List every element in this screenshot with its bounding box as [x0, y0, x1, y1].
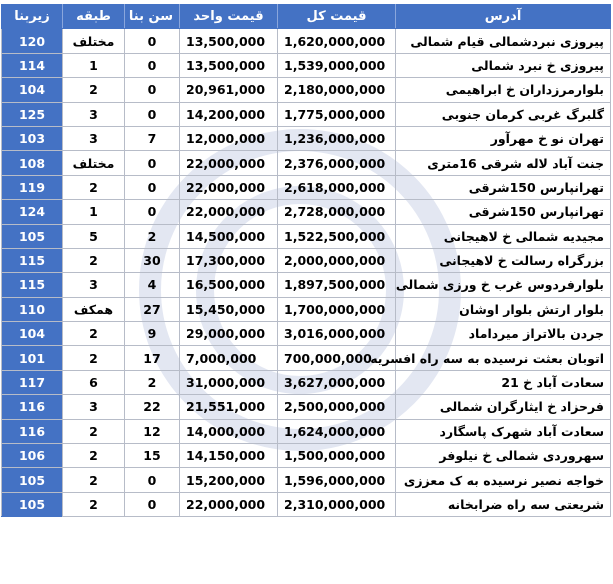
- cell-area: 125: [2, 102, 63, 126]
- cell-area: 104: [2, 322, 63, 346]
- table-row: [2, 444, 611, 468]
- cell-unit-price: 16,500,000: [180, 273, 278, 297]
- cell-age: 4: [125, 273, 180, 297]
- header-unit-price: قیمت واحد: [180, 5, 278, 29]
- cell-unit-price: 17,300,000: [180, 248, 278, 272]
- cell-unit-price: 14,150,000: [180, 444, 278, 468]
- cell-total-price: 3,627,000,000: [278, 370, 396, 394]
- cell-area: 115: [2, 248, 63, 272]
- cell-age: 2: [125, 224, 180, 248]
- cell-total-price: 1,775,000,000: [278, 102, 396, 126]
- cell-age: 22: [125, 395, 180, 419]
- table-row: [2, 175, 611, 199]
- table-header-row: [2, 5, 611, 29]
- cell-floor: 2: [63, 78, 125, 102]
- cell-floor: 5: [63, 224, 125, 248]
- cell-unit-price: 31,000,000: [180, 370, 278, 394]
- table-row: [2, 53, 611, 77]
- cell-total-price: 2,000,000,000: [278, 248, 396, 272]
- table-row: [2, 468, 611, 492]
- cell-floor: 1: [63, 53, 125, 77]
- cell-total-price: 2,728,000,000: [278, 200, 396, 224]
- cell-age: 0: [125, 29, 180, 53]
- cell-area: 104: [2, 78, 63, 102]
- cell-total-price: 1,700,000,000: [278, 297, 396, 321]
- cell-floor: 2: [63, 492, 125, 516]
- cell-age: 0: [125, 200, 180, 224]
- table-row: [2, 224, 611, 248]
- cell-unit-price: 22,000,000: [180, 200, 278, 224]
- cell-total-price: 2,180,000,000: [278, 78, 396, 102]
- cell-total-price: 700,000,000: [278, 346, 396, 370]
- cell-floor: 2: [63, 322, 125, 346]
- cell-address: تهرانپارس 150شرقی: [396, 175, 611, 199]
- table-row: [2, 102, 611, 126]
- cell-unit-price: 7,000,000: [180, 346, 278, 370]
- cell-age: 0: [125, 151, 180, 175]
- cell-unit-price: 15,200,000: [180, 468, 278, 492]
- cell-area: 116: [2, 395, 63, 419]
- cell-address: بزرگراه رسالت خ لاهیجانی: [396, 248, 611, 272]
- cell-area: 105: [2, 224, 63, 248]
- table-row: [2, 419, 611, 443]
- table-row: [2, 151, 611, 175]
- cell-unit-price: 14,500,000: [180, 224, 278, 248]
- cell-unit-price: 22,000,000: [180, 492, 278, 516]
- price-table: [1, 4, 611, 517]
- cell-floor: 3: [63, 273, 125, 297]
- cell-address: گلبرگ غربی کرمان جنوبی: [396, 102, 611, 126]
- table-row: [2, 322, 611, 346]
- cell-total-price: 1,624,000,000: [278, 419, 396, 443]
- header-age: سن بنا: [125, 5, 180, 29]
- cell-address: شریعتی سه راه ضرابخانه: [396, 492, 611, 516]
- cell-address: سعادت آباد خ 21: [396, 370, 611, 394]
- cell-address: خواجه نصیر نرسیده به ک معززی: [396, 468, 611, 492]
- cell-unit-price: 12,000,000: [180, 126, 278, 150]
- cell-age: 17: [125, 346, 180, 370]
- cell-total-price: 1,522,500,000: [278, 224, 396, 248]
- cell-floor: 2: [63, 175, 125, 199]
- cell-unit-price: 29,000,000: [180, 322, 278, 346]
- header-area: زیربنا: [2, 5, 63, 29]
- cell-address: تهرانپارس 150شرقی: [396, 200, 611, 224]
- cell-total-price: 2,500,000,000: [278, 395, 396, 419]
- cell-floor: مختلف: [63, 29, 125, 53]
- cell-address: اتوبان بعثت نرسیده به سه راه افسریه: [396, 346, 611, 370]
- cell-floor: 2: [63, 248, 125, 272]
- cell-address: پیروزی خ نبرد شمالی: [396, 53, 611, 77]
- cell-address: بلوارفردوس غرب خ ورزی شمالی: [396, 273, 611, 297]
- cell-age: 0: [125, 78, 180, 102]
- cell-total-price: 3,016,000,000: [278, 322, 396, 346]
- cell-total-price: 1,596,000,000: [278, 468, 396, 492]
- cell-age: 0: [125, 492, 180, 516]
- cell-total-price: 2,376,000,000: [278, 151, 396, 175]
- table-row: [2, 248, 611, 272]
- cell-area: 108: [2, 151, 63, 175]
- cell-total-price: 2,310,000,000: [278, 492, 396, 516]
- cell-age: 9: [125, 322, 180, 346]
- table-row: [2, 395, 611, 419]
- cell-floor: 3: [63, 102, 125, 126]
- cell-age: 0: [125, 468, 180, 492]
- cell-area: 101: [2, 346, 63, 370]
- cell-age: 0: [125, 102, 180, 126]
- cell-total-price: 1,236,000,000: [278, 126, 396, 150]
- header-floor: طبقه: [63, 5, 125, 29]
- cell-total-price: 2,618,000,000: [278, 175, 396, 199]
- cell-age: 7: [125, 126, 180, 150]
- cell-area: 114: [2, 53, 63, 77]
- header-total-price: قیمت کل: [278, 5, 396, 29]
- cell-area: 119: [2, 175, 63, 199]
- cell-age: 2: [125, 370, 180, 394]
- cell-address: جنت آباد لاله شرقی 16متری: [396, 151, 611, 175]
- cell-age: 27: [125, 297, 180, 321]
- cell-area: 117: [2, 370, 63, 394]
- cell-area: 124: [2, 200, 63, 224]
- table-row: [2, 200, 611, 224]
- cell-floor: 2: [63, 444, 125, 468]
- cell-floor: 2: [63, 468, 125, 492]
- cell-area: 105: [2, 492, 63, 516]
- cell-unit-price: 13,500,000: [180, 29, 278, 53]
- cell-address: مجیدیه شمالی خ لاهیجانی: [396, 224, 611, 248]
- cell-address: جردن بالاتراز میرداماد: [396, 322, 611, 346]
- cell-unit-price: 22,000,000: [180, 151, 278, 175]
- cell-area: 110: [2, 297, 63, 321]
- table-row: [2, 370, 611, 394]
- cell-address: تهران نو خ مهرآور: [396, 126, 611, 150]
- table-row: [2, 492, 611, 516]
- cell-floor: 3: [63, 395, 125, 419]
- cell-unit-price: 14,000,000: [180, 419, 278, 443]
- table-row: [2, 78, 611, 102]
- cell-address: فرحزاد خ ایثارگران شمالی: [396, 395, 611, 419]
- cell-unit-price: 22,000,000: [180, 175, 278, 199]
- cell-total-price: 1,620,000,000: [278, 29, 396, 53]
- cell-floor: همکف: [63, 297, 125, 321]
- cell-floor: مختلف: [63, 151, 125, 175]
- cell-area: 115: [2, 273, 63, 297]
- cell-total-price: 1,897,500,000: [278, 273, 396, 297]
- cell-area: 120: [2, 29, 63, 53]
- cell-age: 30: [125, 248, 180, 272]
- cell-address: سهروردی شمالی خ نیلوفر: [396, 444, 611, 468]
- table-row: [2, 346, 611, 370]
- cell-area: 103: [2, 126, 63, 150]
- table-row: [2, 273, 611, 297]
- cell-address: بلوارمرزداران خ ابراهیمی: [396, 78, 611, 102]
- cell-floor: 6: [63, 370, 125, 394]
- cell-age: 12: [125, 419, 180, 443]
- cell-total-price: 1,539,000,000: [278, 53, 396, 77]
- cell-unit-price: 14,200,000: [180, 102, 278, 126]
- cell-address: سعادت آباد شهرک پاسگارد: [396, 419, 611, 443]
- cell-total-price: 1,500,000,000: [278, 444, 396, 468]
- header-address: آدرس: [396, 5, 611, 29]
- cell-floor: 2: [63, 346, 125, 370]
- cell-age: 0: [125, 175, 180, 199]
- cell-floor: 1: [63, 200, 125, 224]
- table-row: [2, 297, 611, 321]
- cell-area: 116: [2, 419, 63, 443]
- cell-unit-price: 20,961,000: [180, 78, 278, 102]
- table-row: [2, 29, 611, 53]
- cell-floor: 2: [63, 419, 125, 443]
- cell-address: پیروزی نبردشمالی قیام شمالی: [396, 29, 611, 53]
- cell-age: 15: [125, 444, 180, 468]
- cell-area: 105: [2, 468, 63, 492]
- cell-unit-price: 13,500,000: [180, 53, 278, 77]
- cell-unit-price: 21,551,000: [180, 395, 278, 419]
- table-row: [2, 126, 611, 150]
- cell-address: بلوار ارتش بلوار اوشان: [396, 297, 611, 321]
- cell-floor: 3: [63, 126, 125, 150]
- cell-age: 0: [125, 53, 180, 77]
- cell-unit-price: 15,450,000: [180, 297, 278, 321]
- cell-area: 106: [2, 444, 63, 468]
